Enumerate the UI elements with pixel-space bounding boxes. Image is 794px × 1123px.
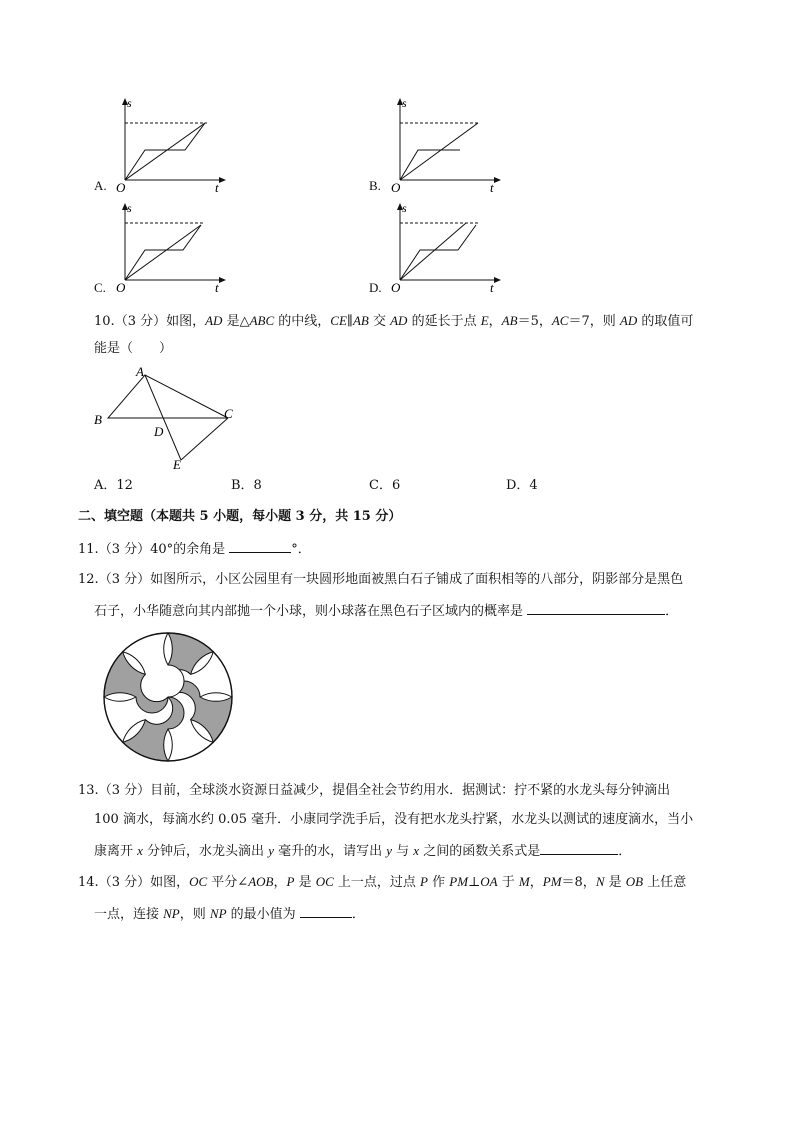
q10-text: 交 — [368, 314, 391, 329]
line-2 — [400, 150, 460, 180]
label-t: t — [490, 180, 494, 195]
option-d-label: D. — [369, 280, 382, 295]
q13-text: 康离开 — [94, 844, 138, 859]
q10-text: 的取值可 — [637, 314, 694, 329]
label-origin: O — [116, 180, 126, 195]
graph-d-svg — [370, 200, 510, 300]
q14-var: PM — [449, 874, 469, 889]
option-c-label: C. — [94, 280, 106, 295]
q10-var: AB — [352, 313, 369, 328]
graph-a-svg — [95, 95, 235, 195]
label-origin: O — [391, 180, 401, 195]
q10-text: 如图， — [166, 314, 206, 329]
q10-choice-b: B．8 — [231, 478, 262, 493]
q14-text: 上一点，过点 — [333, 875, 421, 890]
q10-choice-c: C．6 — [369, 478, 401, 493]
q14-text: ⊥ — [468, 875, 481, 890]
q10-text: 的延长于点 — [407, 314, 481, 329]
q14-text: ，则 — [179, 907, 210, 922]
label-t: t — [490, 280, 494, 295]
label-origin: O — [116, 280, 126, 295]
q13-var: y — [386, 843, 393, 858]
q13-var: y — [268, 843, 274, 858]
q11-score: （3 分） — [98, 542, 151, 557]
q14-var: OC — [315, 874, 334, 889]
triangle-figure-svg — [88, 360, 248, 475]
q13-text: 分钟后，水龙头滴出 — [142, 844, 269, 859]
q10-text: 是△ — [222, 314, 250, 329]
option-a-graph — [95, 95, 235, 195]
option-d-graph — [370, 200, 510, 300]
point-e-label: E — [173, 457, 181, 472]
q10-text: ， — [488, 314, 502, 329]
q14-var: OA — [480, 874, 498, 889]
q10-text: ＝5， — [517, 314, 552, 329]
q10-text: 的中线， — [274, 314, 331, 329]
q14-var: OB — [625, 874, 644, 889]
q12-line1 — [78, 571, 683, 589]
q10-var: E — [480, 313, 489, 328]
section-title: 二、填空题（本题共 5 小题，每小题 3 分，共 15 分） — [78, 509, 402, 524]
point-c-label: C — [224, 406, 233, 421]
q10-var: CE — [330, 313, 347, 328]
q12-answer-blank[interactable] — [527, 600, 665, 615]
q14-text: 如图， — [150, 875, 190, 890]
label-s: s — [127, 201, 132, 215]
q14-var: N — [595, 874, 605, 889]
q14-answer-blank[interactable] — [300, 903, 352, 918]
segment-ce — [181, 418, 228, 460]
label-t: t — [215, 180, 219, 195]
q14-var: P — [286, 874, 295, 889]
triangle-abc — [108, 375, 228, 418]
label-s: s — [402, 96, 407, 110]
q11-line — [78, 538, 311, 559]
q13-line1 — [78, 782, 670, 800]
q10-score: （3 分） — [114, 314, 167, 329]
q10-text: ∥ — [346, 314, 353, 329]
q10-line2: 能是（ ） — [94, 341, 173, 356]
q14-var: M — [518, 874, 530, 889]
q12-pinwheel-figure — [100, 628, 240, 766]
q13-text: 之间的函数关系式是 — [419, 844, 541, 859]
q14-text: 是 — [294, 875, 316, 890]
q14-text: 一点，连接 — [94, 907, 164, 922]
q14-text: 是 — [604, 875, 626, 890]
q10-var: AB — [501, 313, 518, 328]
q13-score: （3 分） — [98, 783, 151, 798]
q10-choice-a: A．12 — [94, 478, 133, 493]
q14-score: （3 分） — [98, 875, 151, 890]
q10-choice-d: D．4 — [506, 478, 538, 493]
q10-var: AC — [551, 313, 569, 328]
q12-line2 — [94, 600, 678, 621]
q14-line1 — [78, 873, 686, 892]
line-1 — [400, 123, 478, 180]
line-1 — [125, 123, 205, 180]
q14-text: ， — [529, 875, 543, 890]
option-b-graph — [370, 95, 510, 195]
q13-text: 目前，全球淡水资源日益减少，提倡全社会节约用水．据测试：拧不紧的水龙头每分钟滴出 — [150, 783, 671, 798]
q13-var: x — [413, 843, 420, 858]
q14-text: 于 — [497, 875, 519, 890]
q14-text: ＝8， — [561, 875, 596, 890]
q11-answer-blank[interactable] — [229, 538, 291, 553]
option-a-label: A. — [94, 178, 107, 193]
q14-var: PM — [542, 874, 562, 889]
q12-text: 石子，小华随意向其内部抛一个小球，则小球落在黑色石子区域内的概率是 — [94, 604, 524, 619]
option-c-graph — [95, 200, 235, 300]
pinwheel-svg — [100, 628, 240, 766]
q13-line3 — [94, 840, 631, 861]
q14-text: 的最小值为 — [226, 907, 296, 922]
q12-score: （3 分） — [98, 572, 151, 587]
q10-number: 10. — [94, 314, 115, 329]
q13-text-after: ． — [618, 844, 632, 859]
graph-b-svg — [370, 95, 510, 195]
q11-number: 11. — [78, 542, 99, 557]
q13-answer-blank[interactable] — [540, 840, 618, 855]
q13-line2: 100 滴水，每滴水约 0.05 毫升．小康同学洗手后，没有把水龙头拧紧，水龙头以测试的速度滴水，当小 — [94, 812, 694, 827]
q13-text: 毫升的水，请写出 — [273, 844, 387, 859]
q12-number: 12. — [78, 572, 99, 587]
q14-var: NP — [209, 906, 227, 921]
line-2 — [400, 225, 476, 280]
q14-text: ， — [273, 875, 287, 890]
point-b-label: B — [94, 412, 102, 427]
label-origin: O — [391, 280, 401, 295]
q10-var: AD — [619, 313, 638, 328]
q10-var: AD — [390, 313, 408, 328]
label-s: s — [127, 96, 132, 110]
q10-var: ABC — [249, 313, 275, 328]
q14-var: OC — [189, 874, 208, 889]
q14-text: 平分∠ — [207, 875, 249, 890]
q14-var: NP — [163, 906, 180, 921]
q14-var: AOB — [248, 874, 274, 889]
q14-text: 上任意 — [643, 875, 687, 890]
q10-var: AD — [205, 313, 223, 328]
line-1 — [125, 225, 201, 280]
q10-line1 — [94, 312, 693, 331]
q14-line2 — [94, 903, 365, 924]
q14-text: 作 — [428, 875, 450, 890]
graph-c-svg — [95, 200, 235, 300]
q14-var: P — [420, 874, 428, 889]
q10-figure — [88, 360, 248, 475]
q10-text: ＝7，则 — [568, 314, 620, 329]
label-t: t — [215, 280, 219, 295]
point-d-label: D — [154, 424, 164, 439]
point-a-label: A — [136, 364, 144, 379]
q14-text-after: ． — [351, 907, 365, 922]
q11-text-after: °． — [291, 542, 311, 557]
q14-number: 14. — [78, 875, 99, 890]
q11-text: 40°的余角是 — [150, 542, 226, 557]
q13-number: 13. — [78, 783, 99, 798]
line-1 — [400, 223, 466, 280]
option-b-label: B. — [369, 178, 381, 193]
q12-text-after: ． — [665, 604, 679, 619]
q13-text: 与 — [392, 844, 414, 859]
label-s: s — [402, 201, 407, 215]
q13-var: x — [137, 843, 143, 858]
q12-text: 如图所示，小区公园里有一块圆形地面被黑白石子铺成了面积相等的八部分，阴影部分是黑色 — [150, 572, 684, 587]
